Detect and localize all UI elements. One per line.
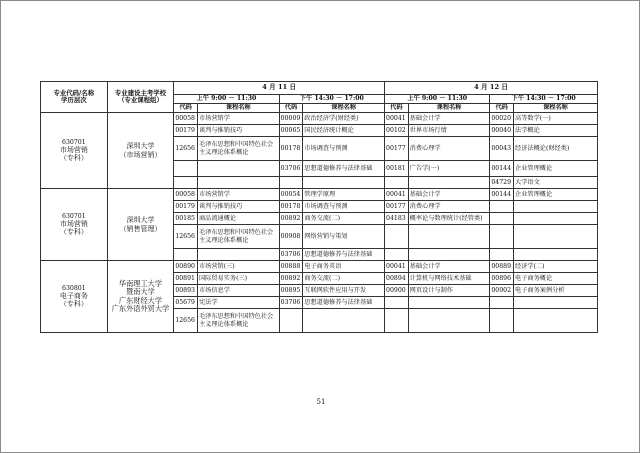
course-name: 毛泽东思想和中国特色社会主义理论体系概论 <box>197 309 279 333</box>
course-name: 网络营销与策划 <box>303 225 385 249</box>
course-code: 00894 <box>385 273 409 285</box>
major-cell <box>41 189 108 261</box>
course-code: 00058 <box>174 113 198 125</box>
major-level: （专科） <box>59 228 88 237</box>
course-name: 思想道德修养与法律基础 <box>303 249 385 261</box>
exam-schedule-table <box>40 81 598 333</box>
school-name: 广东财经大学 <box>118 295 163 305</box>
course-code <box>385 177 409 189</box>
course-code: 00177 <box>385 137 409 161</box>
course-code: 05679 <box>174 297 198 309</box>
course-name <box>303 177 385 189</box>
course-name: 计算机与网络技术基础 <box>408 273 490 285</box>
major-code: 630701 <box>62 138 86 146</box>
course-code: 00891 <box>174 273 198 285</box>
course-name: 电子商务英语 <box>303 261 385 273</box>
course-code <box>174 249 198 261</box>
header-course: 课程名称 <box>303 104 385 113</box>
major-name: 市场营销 <box>59 146 88 155</box>
course-name <box>408 249 490 261</box>
course-code: 00177 <box>385 201 409 213</box>
course-code: 00892 <box>279 273 303 285</box>
major-name: 市场营销 <box>59 220 88 229</box>
school-name: 深圳大学 <box>126 142 155 151</box>
course-name <box>408 297 490 309</box>
course-code: 00144 <box>490 161 514 177</box>
course-code: 00185 <box>174 213 198 225</box>
course-name: 管理学原理 <box>303 189 385 201</box>
course-name: 市场信息学 <box>197 285 279 297</box>
course-code: 00043 <box>490 137 514 161</box>
course-code: 00102 <box>385 125 409 137</box>
course-name: 谈判与推销技巧 <box>197 201 279 213</box>
header-major-line2: 学历层次 <box>61 96 87 104</box>
header-course: 课程名称 <box>514 104 598 113</box>
school-cell <box>107 261 174 333</box>
course-code: 00889 <box>490 261 514 273</box>
course-code <box>490 297 514 309</box>
course-name: 基础会计学 <box>408 261 490 273</box>
table-row <box>41 113 598 125</box>
course-name: 市场营销学 <box>197 189 279 201</box>
course-code <box>279 177 303 189</box>
school-cell <box>107 189 174 261</box>
course-name <box>514 201 598 213</box>
course-name: 商务交流(二) <box>303 273 385 285</box>
course-code: 00144 <box>490 189 514 201</box>
course-code <box>385 225 409 249</box>
course-name: 谈判与推销技巧 <box>197 125 279 137</box>
course-code: 00900 <box>385 285 409 297</box>
major-cell <box>41 261 108 333</box>
course-name: 基础会计学 <box>408 113 490 125</box>
major-level: （专科） <box>59 154 88 163</box>
course-code <box>490 309 514 333</box>
course-code: 04729 <box>490 177 514 189</box>
major-code: 630801 <box>62 284 86 292</box>
course-name <box>514 225 598 249</box>
course-name <box>514 249 598 261</box>
course-name: 网页设计与制作 <box>408 285 490 297</box>
course-name: 电子商务概论 <box>514 273 598 285</box>
course-code: 00908 <box>279 225 303 249</box>
course-code <box>385 249 409 261</box>
course-code: 00895 <box>279 285 303 297</box>
course-name: 高等数学(一) <box>514 113 598 125</box>
school-name: 广东外语外贸大学 <box>111 303 170 313</box>
course-name: 思想道德修养与法律基础 <box>303 161 385 177</box>
course-code: 12656 <box>174 137 198 161</box>
header-day2-am: 上午 9:00 － 11:30 <box>385 95 490 104</box>
course-name: 市场调查与预测 <box>303 137 385 161</box>
school-group: （销售管理） <box>119 224 162 233</box>
school-name: 暨南大学 <box>126 287 155 297</box>
course-name: 消费心理学 <box>408 201 490 213</box>
header-code: 代码 <box>279 104 303 113</box>
course-name: 企业管理概论 <box>514 161 598 177</box>
header-school <box>107 82 174 113</box>
course-name: 企业管理概论 <box>514 189 598 201</box>
school-name: 深圳大学 <box>126 216 155 225</box>
course-name: 思想道德修养与法律基础 <box>303 297 385 309</box>
course-code: 00892 <box>279 213 303 225</box>
school-name: 华南理工大学 <box>118 278 163 288</box>
course-code <box>174 161 198 177</box>
course-name: 法学概论 <box>514 125 598 137</box>
course-name: 商品流通概论 <box>197 213 279 225</box>
header-day1: 4 月 11 日 <box>174 82 385 95</box>
major-name: 电子商务 <box>59 292 88 301</box>
course-code: 03706 <box>279 297 303 309</box>
course-code: 00178 <box>279 201 303 213</box>
header-day1-pm: 下午 14:30 － 17:00 <box>279 95 384 104</box>
course-name: 广告学(一) <box>408 161 490 177</box>
course-code: 00058 <box>174 189 198 201</box>
course-name <box>514 297 598 309</box>
header-course: 课程名称 <box>197 104 279 113</box>
school-cell <box>107 113 174 189</box>
course-code: 00890 <box>174 261 198 273</box>
course-name <box>197 177 279 189</box>
header-day2-pm: 下午 14:30 － 17:00 <box>490 95 598 104</box>
header-code: 代码 <box>490 104 514 113</box>
course-name <box>514 309 598 333</box>
course-code <box>385 297 409 309</box>
course-name: 政治经济学(财经类) <box>303 113 385 125</box>
course-name: 消费心理学 <box>408 137 490 161</box>
course-name <box>197 249 279 261</box>
schedule-body <box>41 113 598 333</box>
course-name: 市场营销(三) <box>197 261 279 273</box>
course-code: 00040 <box>490 125 514 137</box>
course-code <box>490 249 514 261</box>
course-code: 00009 <box>279 113 303 125</box>
course-code: 00020 <box>490 113 514 125</box>
course-name: 国民经济统计概论 <box>303 125 385 137</box>
course-code: 03706 <box>279 249 303 261</box>
course-name <box>303 309 385 333</box>
header-code: 代码 <box>385 104 409 113</box>
course-code: 00893 <box>174 285 198 297</box>
course-code <box>490 201 514 213</box>
header-major-line1: 专业代码/名称 <box>53 88 95 97</box>
course-code: 00902 <box>490 285 514 297</box>
header-course: 课程名称 <box>408 104 490 113</box>
course-name: 经济学(二) <box>514 261 598 273</box>
course-code: 00041 <box>385 113 409 125</box>
header-major <box>41 82 108 113</box>
course-code: 04183 <box>385 213 409 225</box>
major-code: 630701 <box>62 212 86 220</box>
course-code: 00179 <box>174 125 198 137</box>
header-day1-am: 上午 9:00 － 11:30 <box>174 95 279 104</box>
course-name: 互联网软件应用与开发 <box>303 285 385 297</box>
course-name: 电子商务案例分析 <box>514 285 598 297</box>
course-code: 00065 <box>279 125 303 137</box>
course-code: 00181 <box>385 161 409 177</box>
course-name <box>197 161 279 177</box>
course-name: 商务交流(二) <box>303 213 385 225</box>
course-code: 00888 <box>279 261 303 273</box>
course-code: 00041 <box>385 261 409 273</box>
course-code: 12656 <box>174 225 198 249</box>
course-code: 03706 <box>279 161 303 177</box>
course-name: 经济法概论(财经类) <box>514 137 598 161</box>
course-name: 大学语文 <box>514 177 598 189</box>
table-row <box>41 189 598 201</box>
header-code: 代码 <box>174 104 198 113</box>
course-name: 市场营销学 <box>197 113 279 125</box>
course-name <box>408 309 490 333</box>
course-name: 宪法学 <box>197 297 279 309</box>
header-day2: 4 月 12 日 <box>385 82 598 95</box>
header-school-line1: 专业建设主考学校 <box>114 88 167 97</box>
school-group: （市场营销） <box>119 150 162 159</box>
course-code <box>279 309 303 333</box>
course-name: 世界市场行情 <box>408 125 490 137</box>
course-code: 12656 <box>174 309 198 333</box>
course-code: 00054 <box>279 189 303 201</box>
course-name <box>408 225 490 249</box>
table-row <box>41 261 598 273</box>
course-name: 毛泽东思想和中国特色社会主义理论体系概论 <box>197 225 279 249</box>
course-name: 国际贸易实务(三) <box>197 273 279 285</box>
course-code: 00179 <box>174 201 198 213</box>
course-code: 00896 <box>490 273 514 285</box>
course-name: 市场调查与预测 <box>303 201 385 213</box>
course-name <box>514 213 598 225</box>
course-code <box>490 225 514 249</box>
course-code <box>490 213 514 225</box>
course-code: 00178 <box>279 137 303 161</box>
course-name: 毛泽东思想和中国特色社会主义理论体系概论 <box>197 137 279 161</box>
course-name: 概率论与数理统计(经管类) <box>408 213 490 225</box>
header-school-line2: （专业课程组） <box>118 96 163 104</box>
course-name <box>408 177 490 189</box>
course-code <box>174 177 198 189</box>
course-name: 基础会计学 <box>408 189 490 201</box>
major-level: （专科） <box>59 300 88 309</box>
major-cell <box>41 113 108 189</box>
course-code: 00041 <box>385 189 409 201</box>
page-number: 51 <box>316 398 326 406</box>
course-code <box>385 309 409 333</box>
